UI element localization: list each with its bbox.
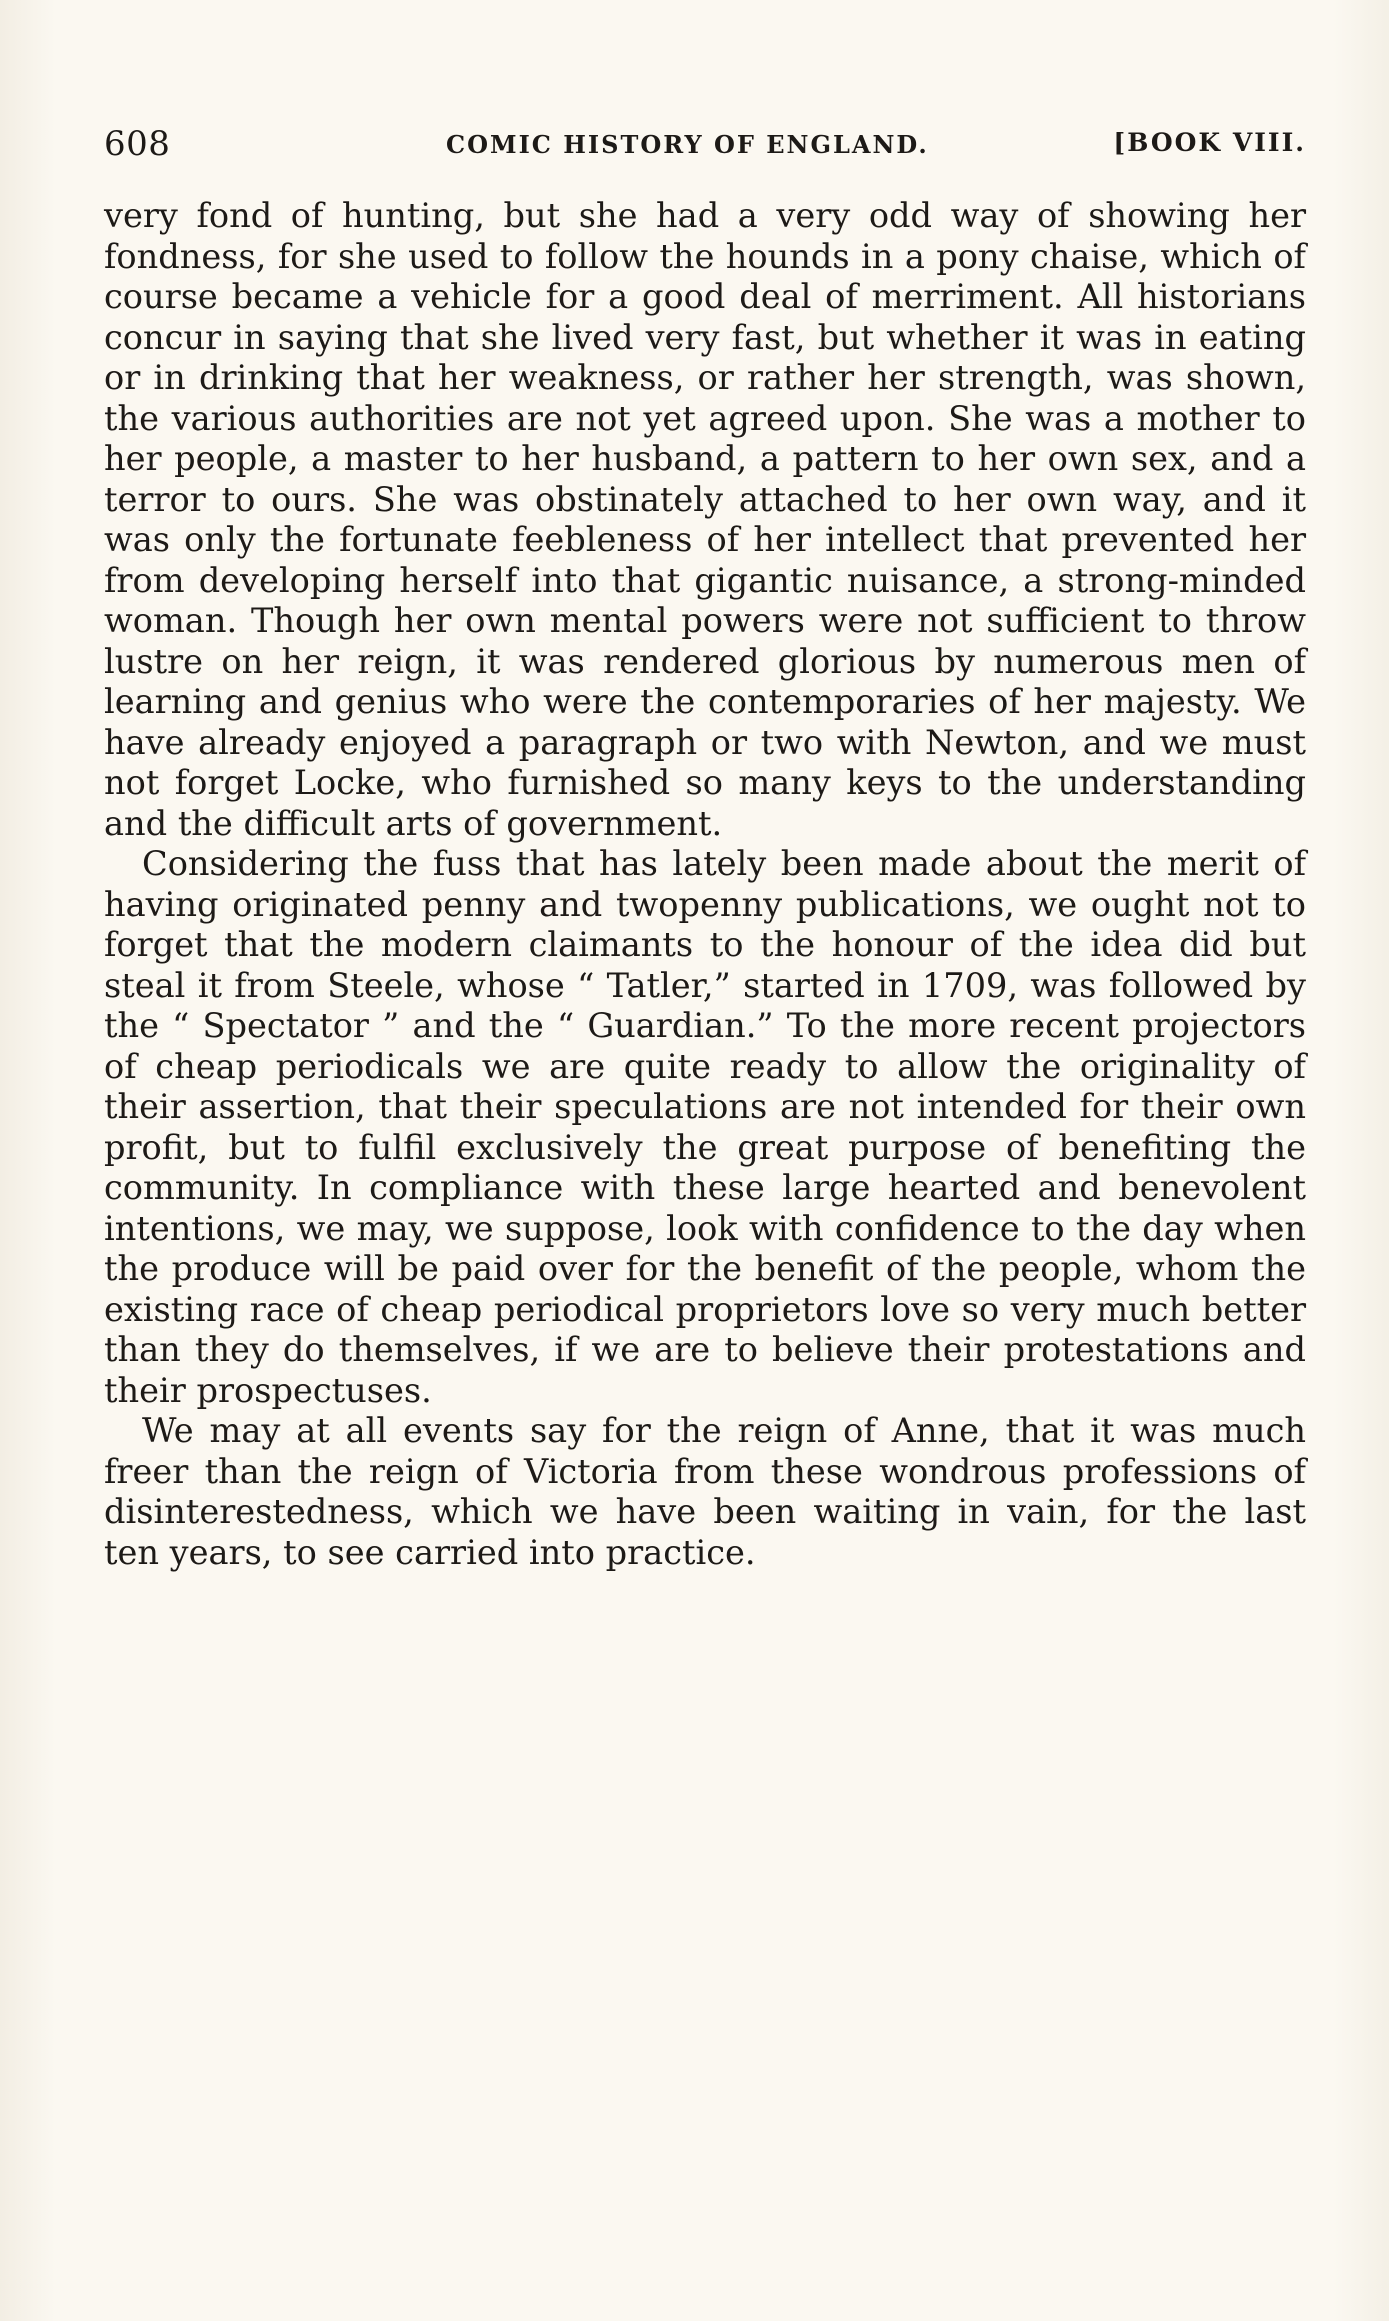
paragraph-2: Considering the fuss that has lately been made about the merit of having originated penny and twopenny publications, we ought not to forget that the modern claimants to the honour of the idea did but steal it from Steele, whose “ Tatler,” started in 1709, was followed by the “ Spectator ” and the “ Guardian.” To the more recent projectors of cheap periodicals we are quite ready to allow the originality of their assertion, that their speculations are not intended for their own profit, but to fulfil exclusively the great purpose of benefiting the community. In compliance with these large hearted and benevolent intentions, we may, we suppose, look with confidence to the day when the produce will be paid over for the benefit of the people, whom the existing race of cheap periodical proprietors love so very much better than they do themselves, if we are to believe their protestations and their prospectuses.: [104, 844, 1306, 1410]
body-text: [104, 196, 1306, 1573]
running-title: COMIC HISTORY OF ENGLAND.: [446, 130, 929, 159]
page-number: 608: [104, 124, 171, 164]
book-label: [BOOK VIII.: [1113, 128, 1306, 157]
page-header: [104, 124, 1306, 164]
paragraph-3: We may at all events say for the reign of Anne, that it was much freer than the reign of Victoria from these wondrous professions of disinterestedness, which we have been waiting in vain, for the last ten years, to see carried into practice.: [104, 1411, 1306, 1572]
paragraph-1: very fond of hunting, but she had a very odd way of showing her fondness, for she used to follow the hounds in a pony chaise, which of course became a vehicle for a good deal of merriment. All historians concur in saying that she lived very fast, but whether it was in eating or in drinking that her weakness, or rather her strength, was shown, the various authorities are not yet agreed upon. She was a mother to her people, a master to her husband, a pattern to her own sex, and a terror to ours. She was obstinately attached to her own way, and it was only the fortunate feebleness of her intellect that prevented her from developing herself into that gigantic nuisance, a strong-minded woman. Though her own mental powers were not sufficient to throw lustre on her reign, it was rendered glorious by numerous men of learning and genius who were the contemporaries of her majesty. We have already enjoyed a paragraph or two with Newton, and we must not forget Locke, who furnished so many keys to the understanding and the difficult arts of government.: [104, 196, 1306, 843]
